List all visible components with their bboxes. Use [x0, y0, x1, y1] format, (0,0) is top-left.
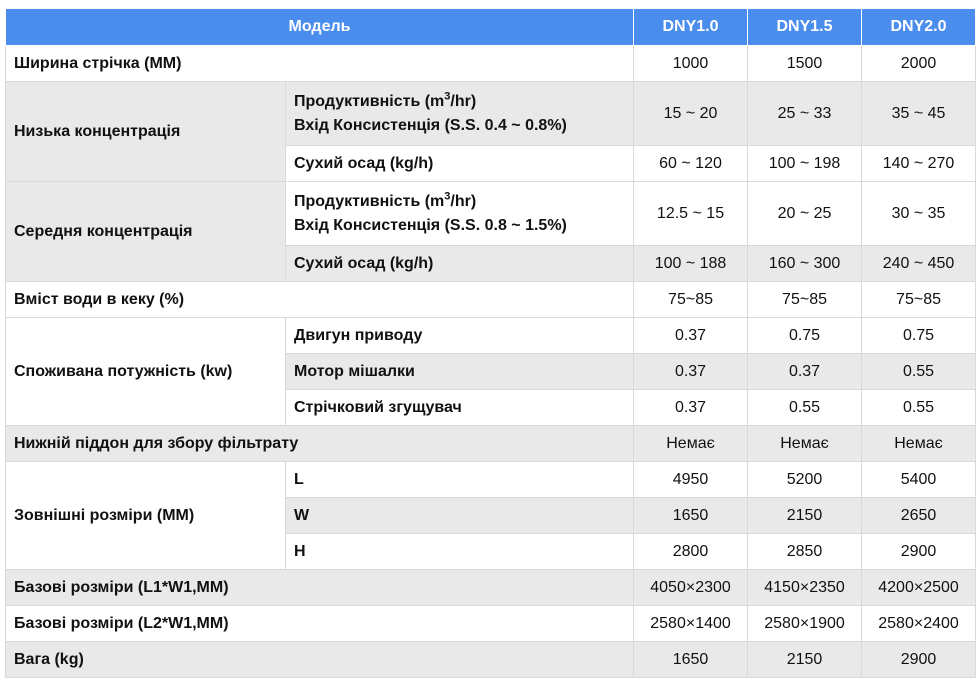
table-row: [6, 606, 976, 642]
row-label-low-concentration: Низька концентрація: [6, 82, 286, 182]
cell-value: 100 ~ 198: [748, 146, 862, 182]
cell-value: 2650: [862, 498, 976, 534]
cell-value: 0.37: [634, 390, 748, 426]
cell-value: 160 ~ 300: [748, 246, 862, 282]
cell-value: 0.75: [748, 318, 862, 354]
cell-value: Немає: [862, 426, 976, 462]
row-label-water-content: Вміст води в кеку (%): [6, 282, 634, 318]
cell-value: 4200×2500: [862, 570, 976, 606]
cell-value: 2800: [634, 534, 748, 570]
cell-value: 4950: [634, 462, 748, 498]
table-row: [6, 82, 976, 146]
spec-table-container: [5, 8, 975, 678]
cell-value: 0.37: [748, 354, 862, 390]
cell-value: 2580×1900: [748, 606, 862, 642]
capacity-unit: /hr): [450, 92, 477, 110]
capacity-unit: /hr): [450, 192, 477, 210]
row-label-power: Споживана потужність (kw): [6, 318, 286, 426]
capacity-sup: 3: [444, 190, 451, 203]
cell-value: 1500: [748, 46, 862, 82]
sub-label-length: L: [286, 462, 634, 498]
header-model-3: DNY2.0: [862, 9, 976, 46]
cell-value: 12.5 ~ 15: [634, 182, 748, 246]
sub-label-width: W: [286, 498, 634, 534]
table-row: [6, 46, 976, 82]
header-row: [6, 9, 976, 46]
cell-value: 2580×1400: [634, 606, 748, 642]
table-row: [6, 642, 976, 678]
cell-value: 1000: [634, 46, 748, 82]
table-row: [6, 570, 976, 606]
row-label-weight: Вага (kg): [6, 642, 634, 678]
cell-value: 75~85: [748, 282, 862, 318]
cell-value: 30 ~ 35: [862, 182, 976, 246]
cell-value: Немає: [634, 426, 748, 462]
cell-value: 0.55: [862, 390, 976, 426]
cell-value: 100 ~ 188: [634, 246, 748, 282]
cell-value: 5400: [862, 462, 976, 498]
cell-value: 2150: [748, 498, 862, 534]
cell-value: 35 ~ 45: [862, 82, 976, 146]
cell-value: 240 ~ 450: [862, 246, 976, 282]
cell-value: 2900: [862, 534, 976, 570]
table-row: [6, 426, 976, 462]
cell-value: 2150: [748, 642, 862, 678]
table-row: [6, 462, 976, 498]
sub-label-height: H: [286, 534, 634, 570]
row-label-belt-width: Ширина стрічка (MM): [6, 46, 634, 82]
cell-value: 140 ~ 270: [862, 146, 976, 182]
cell-value: 75~85: [634, 282, 748, 318]
cell-value: 0.55: [748, 390, 862, 426]
row-label-filtrate-tray: Нижній піддон для збору фільтрату: [6, 426, 634, 462]
consistency-text: Вхід Консистенція (S.S. 0.4 ~ 0.8%): [294, 116, 567, 134]
cell-value: 15 ~ 20: [634, 82, 748, 146]
cell-value: 0.37: [634, 318, 748, 354]
cell-value: 25 ~ 33: [748, 82, 862, 146]
row-label-base-dims-2: Базові розміри (L2*W1,MM): [6, 606, 634, 642]
cell-value: 1650: [634, 498, 748, 534]
cell-value: 5200: [748, 462, 862, 498]
capacity-text: Продуктивність (m: [294, 92, 445, 110]
capacity-sup: 3: [444, 90, 451, 103]
cell-value: 0.75: [862, 318, 976, 354]
cell-value: Немає: [748, 426, 862, 462]
cell-value: 0.55: [862, 354, 976, 390]
header-model-2: DNY1.5: [748, 9, 862, 46]
cell-value: 20 ~ 25: [748, 182, 862, 246]
sub-label-drive-motor: Двигун приводу: [286, 318, 634, 354]
table-row: [6, 282, 976, 318]
row-label-mid-concentration: Середня концентрація: [6, 182, 286, 282]
row-label-base-dims-1: Базові розміри (L1*W1,MM): [6, 570, 634, 606]
sub-label-dry-solids: Сухий осад (kg/h): [286, 146, 634, 182]
capacity-text: Продуктивність (m: [294, 192, 445, 210]
cell-value: 2580×2400: [862, 606, 976, 642]
cell-value: 2000: [862, 46, 976, 82]
table-row: [6, 318, 976, 354]
cell-value: 4150×2350: [748, 570, 862, 606]
header-model-1: DNY1.0: [634, 9, 748, 46]
cell-value: 2900: [862, 642, 976, 678]
sub-label-belt-thickener: Стрічковий згущувач: [286, 390, 634, 426]
cell-value: 1650: [634, 642, 748, 678]
consistency-text: Вхід Консистенція (S.S. 0.8 ~ 1.5%): [294, 216, 567, 234]
cell-value: 60 ~ 120: [634, 146, 748, 182]
header-model: Модель: [6, 9, 634, 46]
sub-label-capacity: [286, 182, 634, 246]
sub-label-dry-solids: Сухий осад (kg/h): [286, 246, 634, 282]
sub-label-mixer-motor: Мотор мішалки: [286, 354, 634, 390]
spec-table: [5, 8, 976, 678]
row-label-dimensions: Зовнішні розміри (MM): [6, 462, 286, 570]
table-row: [6, 182, 976, 246]
cell-value: 2850: [748, 534, 862, 570]
cell-value: 0.37: [634, 354, 748, 390]
cell-value: 4050×2300: [634, 570, 748, 606]
cell-value: 75~85: [862, 282, 976, 318]
sub-label-capacity: [286, 82, 634, 146]
